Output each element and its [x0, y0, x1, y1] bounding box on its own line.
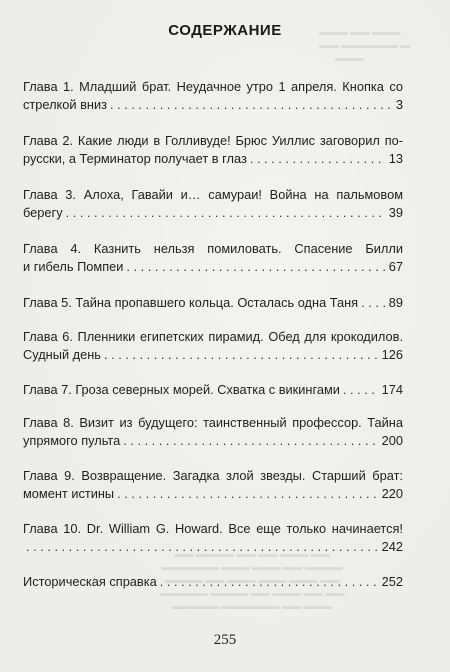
- toc-entry-6[interactable]: [23, 328, 403, 363]
- toc-entry-9[interactable]: [23, 467, 403, 502]
- toc-entry-3[interactable]: [23, 186, 403, 221]
- toc-entry-head: Глава 3. Алоха, Гавайи и… самураи! Война на пальмовом: [23, 187, 403, 202]
- toc-entry-tail: берегу: [23, 204, 63, 220]
- leader-dots: [250, 150, 386, 168]
- toc-entry-tail: Судный день: [23, 346, 101, 362]
- toc-entry-head: Глава 4. Казнить нельзя помиловать. Спасение Билли: [23, 241, 403, 256]
- toc-entry-tail: Историческая справка: [23, 574, 157, 589]
- toc-entry-page: 39: [388, 204, 403, 220]
- toc-entry-head: Глава 1. Младший брат. Неудачное утро 1 апреля. Кнопка со: [23, 79, 403, 94]
- leader-dots: [361, 294, 386, 312]
- toc-entry-5[interactable]: [23, 294, 403, 312]
- toc-entry-7[interactable]: [23, 381, 403, 399]
- toc-entry-8[interactable]: [23, 414, 403, 449]
- leader-dots: [104, 346, 379, 364]
- toc-entry-11[interactable]: [23, 573, 403, 591]
- toc-entry-tail: стрелкой вниз: [23, 96, 107, 112]
- toc-title: СОДЕРЖАНИЕ: [168, 22, 282, 39]
- leader-dots: [66, 204, 386, 222]
- toc-entry-head: Глава 2. Какие люди в Голливуде! Брюс Уиллис заговорил по-: [23, 133, 403, 148]
- page-number: 255: [213, 632, 237, 648]
- toc-entry-tail: русски, а Терминатор получает в глаз: [23, 150, 247, 166]
- toc-entry-page: 126: [381, 346, 403, 362]
- toc-entry-head: Глава 6. Пленники египетских пирамид. Обед для крокодилов.: [23, 329, 403, 344]
- toc-entry-page: 174: [381, 382, 403, 397]
- toc-entry-tail: Глава 7. Гроза северных морей. Схватка с викингами: [23, 382, 340, 397]
- leader-dots: [160, 573, 379, 591]
- toc-entry-page: 252: [381, 574, 403, 589]
- toc-entry-page: 3: [395, 96, 403, 112]
- toc-entry-tail: момент истины: [23, 485, 115, 501]
- toc-entry-tail: Глава 5. Тайна пропавшего кольца. Осталась одна Таня: [23, 295, 359, 310]
- leader-dots: [343, 381, 379, 399]
- toc-entry-tail: упрямого пульта: [23, 432, 121, 448]
- toc-entry-10[interactable]: [23, 520, 403, 555]
- leader-dots: [123, 432, 378, 450]
- show-through-text-bottom: ▬▬ ▬▬▬▬ ▬▬ ▬▬ ▬▬▬ ▬▬ ▬▬▬▬▬▬ ▬▬▬ ▬▬▬ ▬▬ ▬▬▬▬ ▬▬▬▬ ▬▬ ▬▬▬ ▬▬▬ ▬▬▬ ▬▬ ▬▬▬▬▬ ▬▬▬▬ ▬▬ ▬▬▬ ▬▬ ▬▬ ▬▬▬▬▬ ▬▬▬▬▬▬ ▬▬ ▬▬▬: [160, 549, 345, 612]
- leader-dots: [126, 258, 385, 276]
- toc-entry-page: 200: [381, 432, 403, 448]
- leader-dots: [110, 96, 393, 114]
- toc-entry-2[interactable]: [23, 132, 403, 167]
- leader-dots: [117, 485, 379, 503]
- toc-entry-page: 89: [388, 295, 403, 310]
- toc-entry-head: Глава 9. Возвращение. Загадка злой звезды. Старший брат:: [23, 468, 403, 483]
- show-through-text-top: ▬▬▬ ▬▬ ▬▬▬ ▬▬ ▬▬▬▬▬▬ ▬ ▬▬▬: [319, 27, 410, 64]
- toc-entry-head: Глава 10. Dr. William G. Howard. Все еще только начинается!: [23, 521, 403, 536]
- toc-entry-page: 13: [388, 150, 403, 166]
- toc-entry-4[interactable]: [23, 240, 403, 275]
- leader-dots: [26, 538, 379, 556]
- toc-entry-tail: и гибель Помпеи: [23, 258, 124, 274]
- toc-entry-head: Глава 8. Визит из будущего: таинственный профессор. Тайна: [23, 415, 403, 430]
- toc-entry-page: 220: [381, 485, 403, 501]
- toc-entry-page: 242: [381, 538, 403, 554]
- toc-entry-1[interactable]: [23, 78, 403, 113]
- toc-entry-page: 67: [388, 258, 403, 274]
